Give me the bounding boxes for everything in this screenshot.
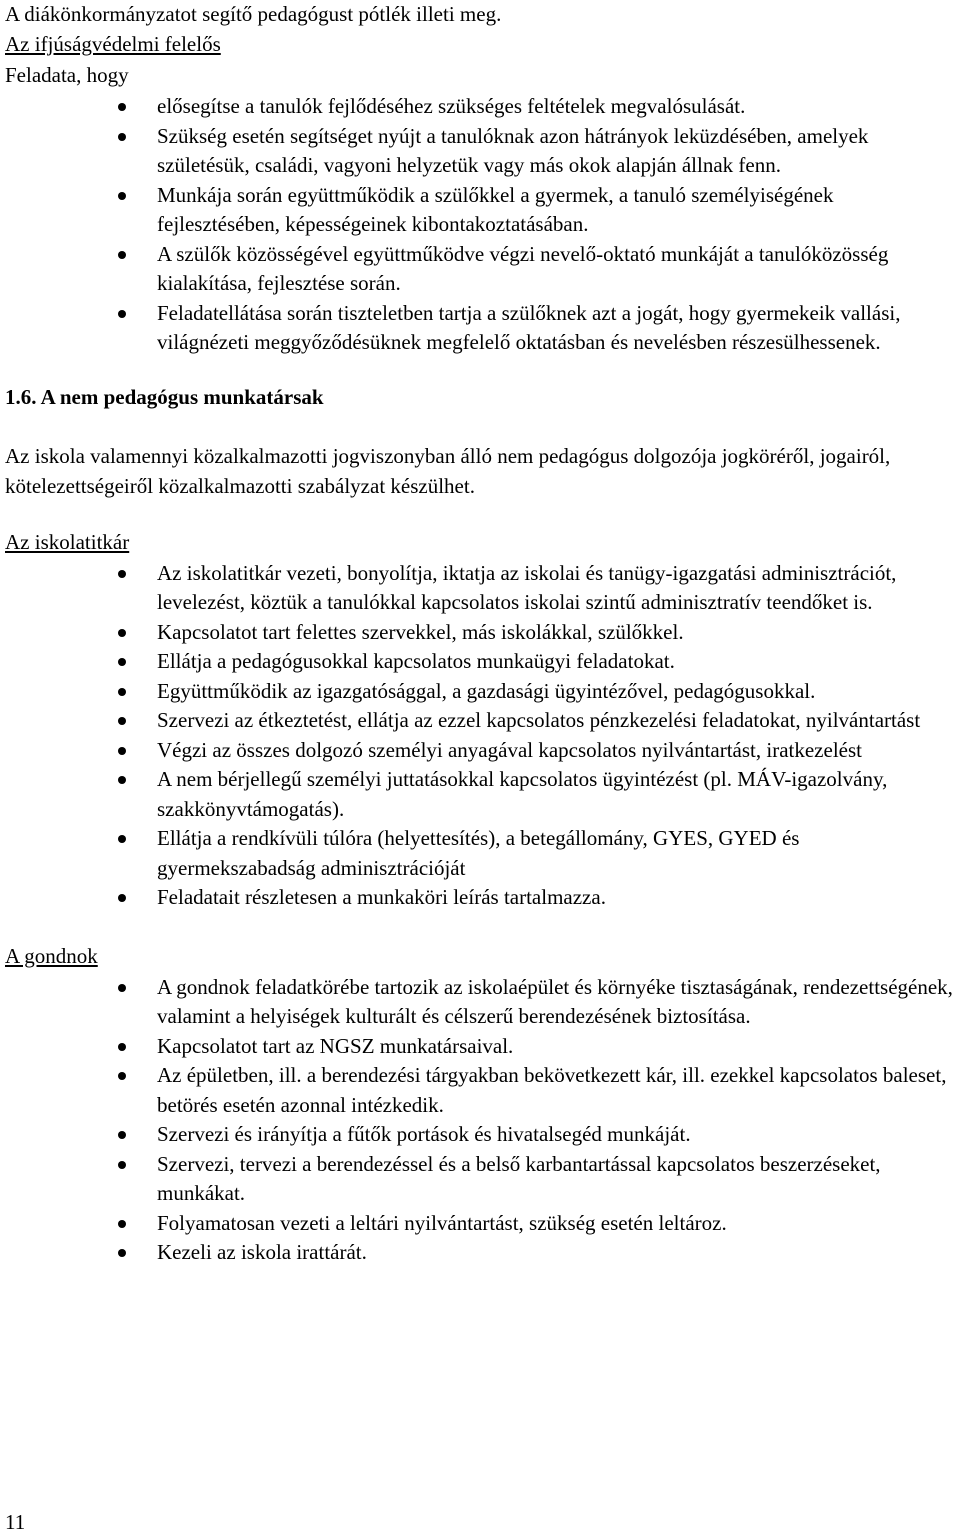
list-item: A gondnok feladatkörébe tartozik az iskolaépület és környéke tisztaságának, rendezettségének, valamint a helyiségek kulturált és célszerű berendezésének biztosítása. xyxy=(157,973,957,1032)
list-item: Munkája során együttműködik a szülőkkel a gyermek, a tanuló személyiségének fejlesztésében, képességeinek kibontakoztatásában. xyxy=(157,181,957,240)
list-item: Kapcsolatot tart az NGSZ munkatársaival. xyxy=(157,1032,957,1062)
list-item: Szükség esetén segítséget nyújt a tanulóknak azon hátrányok leküzdésében, amelyek születésük, családi, vagyoni helyzetük vagy más okok alapján állnak fenn. xyxy=(157,122,957,181)
intro-line: A diákönkormányzatot segítő pedagógust pótlék illeti meg. xyxy=(5,2,502,26)
list-item: Ellátja a rendkívüli túlóra (helyettesítés), a betegállomány, GYES, GYED és gyermekszabadság adminisztrációját xyxy=(157,824,957,883)
list-item: Szervezi és irányítja a fűtők portások és hivatalsegéd munkáját. xyxy=(157,1120,957,1150)
list-item: Az épületben, ill. a berendezési tárgyakban bekövetkezett kár, ill. ezekkel kapcsolatos baleset, betörés esetén azonnal intézkedik. xyxy=(157,1061,957,1120)
secretary-list xyxy=(5,559,957,913)
caretaker-title: A gondnok xyxy=(5,943,98,968)
youth-protection-list xyxy=(5,92,957,358)
list-item: Folyamatosan vezeti a leltári nyilvántartást, szükség esetén leltároz. xyxy=(157,1209,957,1239)
page-number: 11 xyxy=(5,1510,26,1534)
list-item: Kapcsolatot tart felettes szervekkel, más iskolákkal, szülőkkel. xyxy=(157,618,957,648)
task-intro: Feladata, hogy xyxy=(5,63,129,87)
list-item: Szervezi az étkeztetést, ellátja az ezzel kapcsolatos pénzkezelési feladatokat, nyilvántartást xyxy=(157,706,957,736)
secretary-title: Az iskolatitkár xyxy=(5,529,130,554)
section-heading: 1.6. A nem pedagógus munkatársak xyxy=(5,384,324,409)
list-item: Feladatait részletesen a munkaköri leírás tartalmazza. xyxy=(157,883,957,913)
document-page xyxy=(5,0,957,1268)
list-item: A nem bérjellegű személyi juttatásokkal kapcsolatos ügyintézést (pl. MÁV-igazolvány, szakkönyvtámogatás). xyxy=(157,765,957,824)
list-item: Szervezi, tervezi a berendezéssel és a belső karbantartással kapcsolatos beszerzéseket, munkákat. xyxy=(157,1150,957,1209)
list-item: A szülők közösségével együttműködve végzi nevelő-oktató munkáját a tanulóközösség kialakítása, fejlesztése során. xyxy=(157,240,957,299)
caretaker-list xyxy=(5,973,957,1268)
list-item: Kezeli az iskola irattárát. xyxy=(157,1238,957,1268)
list-item: Feladatellátása során tiszteletben tartja a szülőknek azt a jogát, hogy gyermekeik vallási, világnézeti meggyőződésüknek megfelelő oktatásban és nevelésben részesülhessenek. xyxy=(157,299,957,358)
section-paragraph: Az iskola valamennyi közalkalmazotti jogviszonyban álló nem pedagógus dolgozója jogköréről, jogairól, kötelezettségeiről közalkalmazotti szabályzat készülhet. xyxy=(5,443,891,498)
list-item: Az iskolatitkár vezeti, bonyolítja, iktatja az iskolai és tanügy-igazgatási adminisztrációt, levelezést, köztük a tanulókkal kapcsolatos iskolai szintű adminisztratív teendőket is. xyxy=(157,559,957,618)
list-item: Együttműködik az igazgatósággal, a gazdasági ügyintézővel, pedagógusokkal. xyxy=(157,677,957,707)
list-item: Végzi az összes dolgozó személyi anyagával kapcsolatos nyilvántartást, iratkezelést xyxy=(157,736,957,766)
youth-protection-title: Az ifjúságvédelmi felelős xyxy=(5,32,221,56)
list-item: elősegítse a tanulók fejlődéséhez szükséges feltételek megvalósulását. xyxy=(157,92,957,122)
list-item: Ellátja a pedagógusokkal kapcsolatos munkaügyi feladatokat. xyxy=(157,647,957,677)
